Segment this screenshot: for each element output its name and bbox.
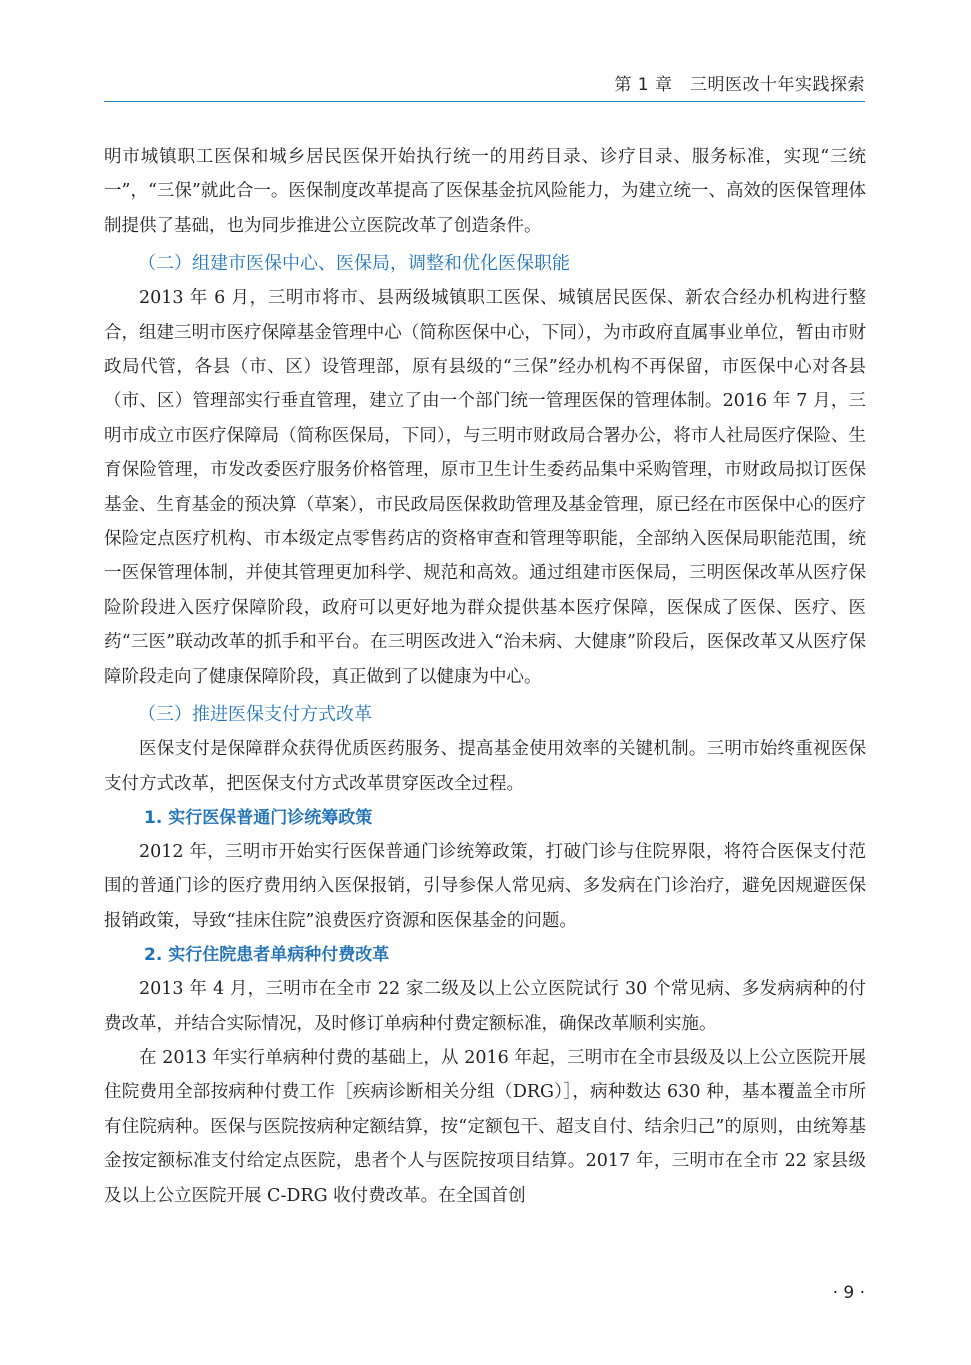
- section-heading-3: （三）推进医保支付方式改革: [138, 704, 372, 726]
- paragraph-continued: 明市城镇职工医保和城乡居民医保开始执行统一的用药目录、诊疗目录、服务标准，实现“三统一”，“三保”就此合一。医保制度改革提高了医保基金抗风险能力，为建立统一、高效的医保管理体制提供了基础，也为同步推进公立医院改革了创造条件。: [104, 147, 866, 236]
- header-rule: [104, 101, 865, 102]
- paragraph-single-disease-payment: 2013 年 4 月，三明市在全市 22 家二级及以上公立医院试行 30 个常见病、多发病病种的付费改革，并结合实际情况，及时修订单病种付费定额标准，确保改革顺利实施。: [104, 979, 866, 1034]
- paragraph-medical-insurance-center: 2013 年 6 月，三明市将市、县两级城镇职工医保、城镇居民医保、新农合经办机构进行整合，组建三明市医疗保障基金管理中心（简称医保中心，下同），为市政府直属事业单位，暂由市财政局代管，各县（市、区）设管理部，原有县级的“三保”经办机构不再保留，市医保中心对各县（市、区）管理部实行垂直管理，建立了由一个部门统一管理医保的管理体制。2016 年 7 月，三明市成立市医疗保障局（简称医保局，下同），与三明市财政局合署办公，将市人社局医疗保险、生育保险管理，市发改委医疗服务价格管理，原市卫生计生委药品集中采购管理，市财政局拟订医保基金、生育基金的预决算（草案），市民政局医保救助管理及基金管理，原已经在市医保中心的医疗保险定点医疗机构、市本级定点零售药店的资格审查和管理等职能，全部纳入医保局职能范围，统一医保管理体制，并使其管理更加科学、规范和高效。通过组建市医保局，三明医保改革从医疗保险阶段进入医疗保障阶段，政府可以更好地为群众提供基本医疗保障，医保成了医保、医疗、医药“三医”联动改革的抓手和平台。在三明医改进入“治未病、大健康”阶段后，医保改革又从医疗保障阶段走向了健康保障阶段，真正做到了以健康为中心。: [104, 288, 866, 687]
- page-body: [104, 140, 866, 1213]
- paragraph-outpatient-policy: 2012 年，三明市开始实行医保普通门诊统筹政策，打破门诊与住院界限，将符合医保支付范围的普通门诊的医疗费用纳入医保报销，引导参保人常见病、多发病在门诊治疗，避免因规避医保报销政策，导致“挂床住院”浪费医疗资源和医保基金的问题。: [104, 841, 866, 931]
- page-number: · 9 ·: [832, 1283, 865, 1303]
- subsection-heading-2: 2. 实行住院患者单病种付费改革: [144, 945, 390, 966]
- paragraph-payment-reform: 医保支付是保障群众获得优质医药服务、提高基金使用效率的关键机制。三明市始终重视医保支付方式改革，把医保支付方式改革贯穿医改全过程。: [104, 739, 866, 794]
- paragraph-drg-reform: 在 2013 年实行单病种付费的基础上，从 2016 年起，三明市在全市县级及以上公立医院开展住院费用全部按病种付费工作［疾病诊断相关分组（DRG）］，病种数达 630 种，基本覆盖全市所有住院病种。医保与医院按病种定额结算，按“定额包干、超支自付、结余归己”的原则，由统筹基金按定额标准支付给定点医院，患者个人与医院按项目结算。2017 年，三明市在全市 22 家县级及以上公立医院开展 C-DRG 收付费改革。在全国首创: [104, 1047, 866, 1206]
- chapter-header-title: 第 1 章 三明医改十年实践探索: [614, 75, 865, 95]
- subsection-heading-1: 1. 实行医保普通门诊统筹政策: [144, 807, 373, 828]
- section-heading-2: （二）组建市医保中心、医保局，调整和优化医保职能: [138, 253, 570, 275]
